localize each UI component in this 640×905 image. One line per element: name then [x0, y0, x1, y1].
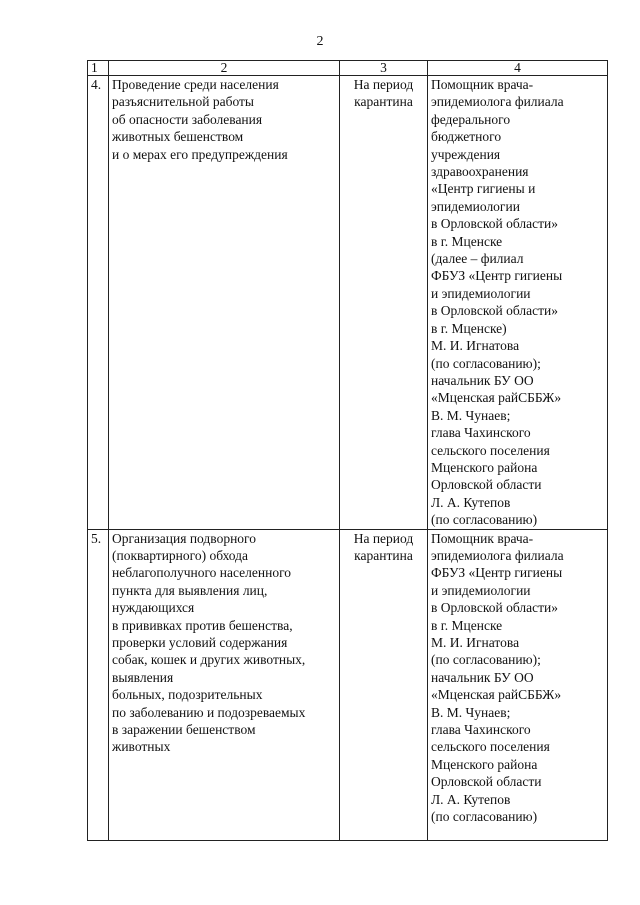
cell-line: больных, подозрительных [112, 687, 263, 703]
header-col-3: 3 [340, 61, 428, 76]
cell-line: М. И. Игнатова [431, 635, 520, 650]
cell-line: (по согласованию) [431, 809, 538, 825]
cell-line: «Центр гигиены и [431, 181, 536, 197]
cell-line: Л. А. Кутепов [431, 494, 511, 510]
header-col-1: 1 [88, 61, 109, 76]
measure-cell [109, 529, 340, 840]
cell-line: пункта для выявления лиц, [112, 582, 268, 598]
cell-line: в Орловской области» [431, 303, 558, 319]
cell-line: проверки условий содержания [112, 635, 288, 650]
header-row [88, 61, 608, 76]
cell-line: разъяснительной работы [112, 94, 254, 110]
measure-cell [109, 76, 340, 530]
cell-line: в заражении бешенством [112, 722, 256, 738]
cell-line: глава Чахинского [431, 722, 531, 738]
cell-line: (по согласованию); [431, 652, 541, 668]
cell-line: собак, кошек и других животных, [112, 652, 306, 668]
cell-line: в г. Мценске [431, 233, 503, 249]
cell-line: в Орловской области» [431, 600, 558, 616]
cell-line: Помощник врача- [431, 77, 534, 92]
cell-line: Помощник врача- [431, 530, 534, 546]
cell-line: учреждения [431, 146, 501, 162]
cell-line: по заболеванию и подозреваемых [112, 704, 306, 720]
period-cell [340, 529, 428, 840]
cell-line: (по согласованию) [431, 512, 538, 528]
cell-line: глава Чахинского [431, 425, 531, 441]
cell-line: эпидемиолога филиала [431, 547, 564, 563]
cell-line: (далее – филиал [431, 251, 524, 267]
cell-line: На период [353, 530, 414, 546]
cell-line: «Мценская райСББЖ» [431, 687, 562, 703]
page-number: 2 [316, 34, 324, 49]
cell-line: Орловской области [431, 477, 542, 493]
cell-line: Орловской области [431, 774, 542, 790]
cell-line: Мценского района [431, 756, 538, 772]
cell-line: Мценского района [431, 459, 538, 475]
cell-line: В. М. Чунаев; [431, 704, 511, 720]
cell-line: в г. Мценске) [431, 320, 507, 336]
cell-line: животных [112, 739, 171, 755]
cell-line: начальник БУ ОО [431, 372, 534, 388]
table-row [88, 529, 608, 840]
cell-line: (поквартирного) обхода [112, 547, 249, 563]
cell-line: бюджетного [431, 129, 502, 145]
cell-line: «Мценская райСББЖ» [431, 390, 562, 406]
cell-line: Проведение среди населения [112, 77, 279, 92]
cell-line: в Орловской области» [431, 216, 558, 232]
row-number: 4. [88, 76, 109, 530]
cell-line: карантина [354, 94, 413, 110]
responsible-cell [428, 76, 608, 530]
cell-line: и о мерах его предупреждения [112, 146, 288, 162]
period-cell [340, 76, 428, 530]
cell-line: и эпидемиологии [431, 285, 531, 301]
cell-line: эпидемиолога филиала [431, 94, 564, 110]
table-row [88, 76, 608, 530]
cell-line: ФБУЗ «Центр гигиены [431, 565, 563, 581]
cell-line: здравоохранения [431, 164, 529, 180]
measures-table [87, 60, 608, 841]
cell-line: (по согласованию); [431, 355, 541, 371]
cell-line: федерального [431, 111, 511, 127]
cell-line: Организация подворного [112, 530, 256, 546]
cell-line: Л. А. Кутепов [431, 791, 511, 807]
cell-line: в г. Мценске [431, 617, 503, 633]
cell-line: и эпидемиологии [431, 582, 531, 598]
cell-line: в прививках против бешенства, [112, 617, 293, 633]
cell-line: выявления [112, 669, 174, 685]
cell-line: На период [353, 77, 414, 92]
cell-line: В. М. Чунаев; [431, 407, 511, 423]
cell-line: об опасности заболевания [112, 111, 263, 127]
row-number: 5. [88, 529, 109, 840]
cell-line: нуждающихся [112, 600, 195, 616]
cell-line: неблагополучного населенного [112, 565, 292, 581]
cell-line: сельского поселения [431, 739, 550, 755]
cell-line: сельского поселения [431, 442, 550, 458]
header-col-2: 2 [109, 61, 340, 76]
cell-line: животных бешенством [112, 129, 244, 145]
cell-line: эпидемиологии [431, 198, 520, 214]
cell-line: М. И. Игнатова [431, 338, 520, 354]
responsible-cell [428, 529, 608, 840]
cell-line: ФБУЗ «Центр гигиены [431, 268, 563, 284]
header-col-4: 4 [428, 61, 608, 76]
cell-line: карантина [354, 547, 413, 563]
cell-line: начальник БУ ОО [431, 669, 534, 685]
